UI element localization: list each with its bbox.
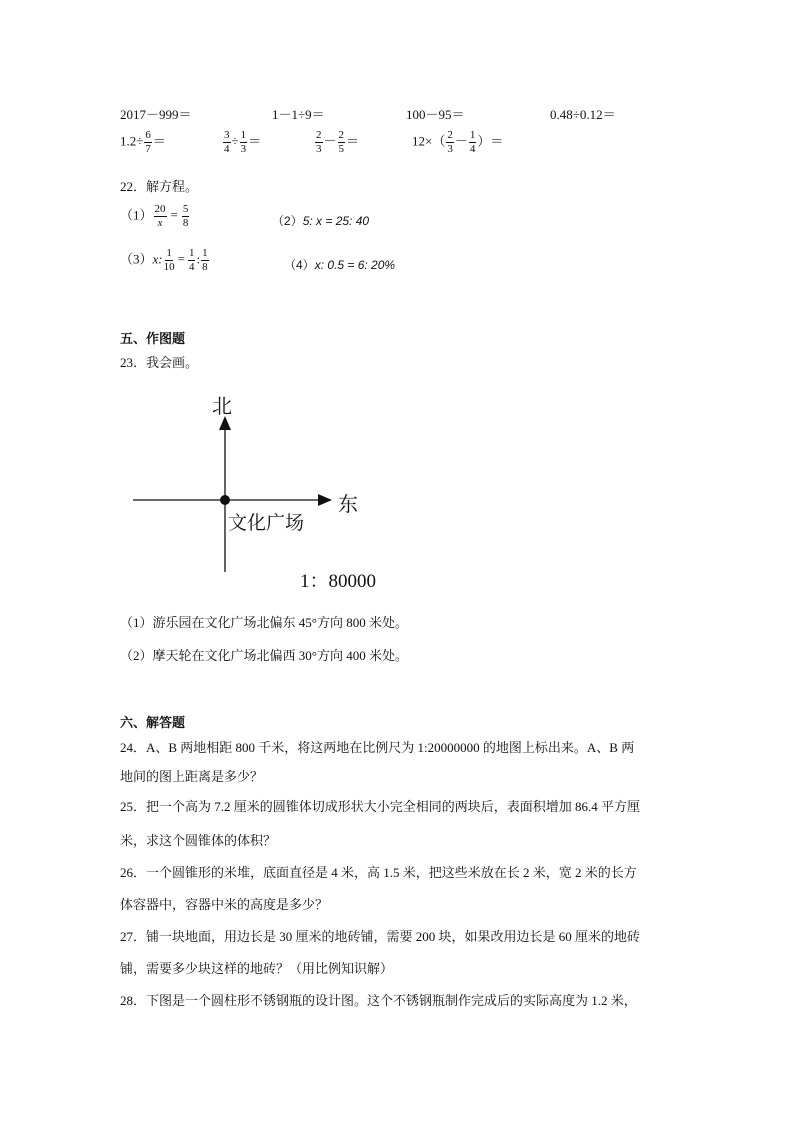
problem-26-line1: 26．一个圆锥形的米堆，底面直径是 4 米，高 1.5 米，把这些米放在长 2 米，宽 2 米的长方 — [120, 865, 637, 880]
calc-3: 100－95＝ — [406, 107, 465, 122]
problem-25-line2: 米，求这个圆锥体的体积？ — [120, 833, 277, 848]
calc-7: $\frac{2}{3}$ － $\frac{2}{5}$ ＝ — [316, 129, 360, 155]
problem-27-line1: 27．铺一块地面，用边长是 30 厘米的地砖铺，需要 200 块，如果改用边长是 60 厘米的地砖 — [120, 929, 641, 944]
problem-28-line1: 28．下图是一个圆柱形不锈钢瓶的设计图。这个不锈钢瓶制作完成后的实际高度为 1.2 米， — [120, 993, 637, 1008]
problem-24-line1: 24．A、B 两地相距 800 千米，将这两地在比例尺为 1:20000000 的地图上标出来。A、B 两 — [120, 740, 635, 755]
section6-heading: 六、解答题 — [120, 715, 186, 730]
problem-26-line2: 体容器中，容器中米的高度是多少？ — [120, 897, 329, 912]
q23-item-2: （2）摩天轮在文化广场北偏西 30°方向 400 米处。 — [120, 648, 408, 663]
q23-title: 23．我会画。 — [120, 355, 199, 370]
origin-point — [220, 495, 230, 505]
east-arrow-icon — [318, 494, 332, 506]
q22-eq4: （4）x: 0.5 = 6: 20% — [284, 258, 396, 272]
north-label: 北 — [212, 394, 232, 418]
q22-title: 22．解方程。 — [120, 179, 199, 194]
q22-eq2: （2）5: x = 25: 40 — [272, 214, 370, 228]
calc-6: $\frac{3}{4}$ ÷ $\frac{1}{3}$ ＝ — [224, 129, 262, 155]
problem-27-line2: 铺，需要多少块这样的地砖？（用比例知识解） — [120, 961, 394, 976]
calc-2: 1－1÷9＝ — [272, 107, 325, 122]
origin-label: 文化广场 — [228, 512, 305, 534]
q23-item-1: （1）游乐园在文化广场北偏东 45°方向 800 米处。 — [120, 615, 408, 630]
east-label: 东 — [338, 492, 358, 516]
q22-eq1: （1） $\frac{20}{x}$ = $\frac{5}{8}$ — [120, 203, 189, 229]
calc-4: 0.48÷0.12＝ — [550, 107, 616, 122]
problem-25-line1: 25．把一个高为 7.2 厘米的圆锥体切成形状大小完全相同的两块后，表面积增加 86.4 平方厘 — [120, 799, 641, 814]
calc-5: 1.2÷ $\frac{6}{7}$ ＝ — [120, 129, 166, 155]
section5-heading: 五、作图题 — [120, 331, 186, 346]
calc-8: 12×（ $\frac{2}{3}$ － $\frac{1}{4}$ ）＝ — [412, 129, 504, 155]
q22-eq3: （3）x: $\frac{1}{10}$ = $\frac{1}{4}$ : $\frac{1}{8}$ — [120, 247, 208, 273]
problem-24-line2: 地间的图上距离是多少？ — [120, 769, 264, 784]
scale-label: 1：80000 — [300, 571, 377, 592]
calc-1: 2017－999＝ — [120, 107, 192, 122]
